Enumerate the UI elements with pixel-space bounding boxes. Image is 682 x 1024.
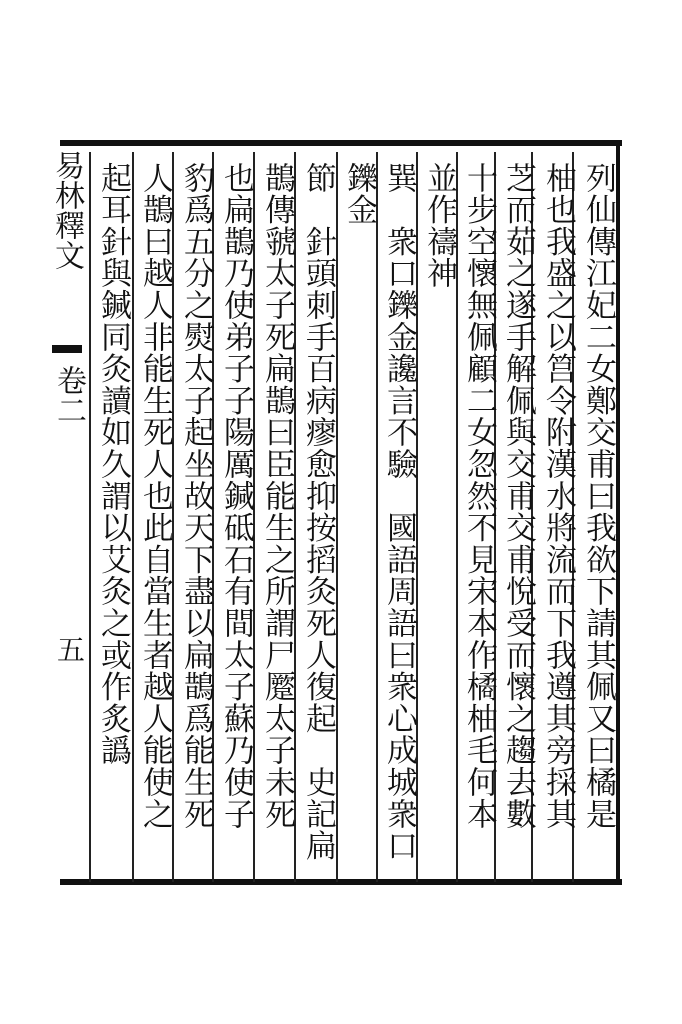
text-column-7: 鑠金	[341, 162, 377, 226]
text-column-9: 鵲傳虢太子死扁鵲曰臣能生之所謂尸蹷太子未死	[259, 162, 295, 830]
column-divider	[89, 152, 91, 882]
text-column-13: 起耳針與鍼同灸讀如久謂以艾灸之或作炙譌	[95, 162, 131, 767]
text-column-4: 十步空懷無佩顧二女忽然不見宋本作橘柚毛何本	[461, 162, 497, 830]
volume-label: 卷二	[51, 365, 86, 425]
margin-title: 易林釋文	[49, 150, 84, 270]
text-column-6: 巽 衆口鑠金讒言不驗 國語周語曰衆心成城衆口	[381, 162, 417, 862]
text-column-12: 人鵲曰越人非能生死人也此自當生者越人能使之	[137, 162, 173, 830]
text-column-1: 列仙傳江妃二女鄭交甫曰我欲下請其佩又曰橘是	[580, 162, 616, 830]
text-column-8: 節 針頭刺手百病瘳愈抑按搯灸死人復起 史記扁	[300, 162, 336, 862]
bottom-border	[60, 879, 622, 885]
top-border	[60, 140, 622, 146]
fish-tail-mark	[52, 345, 82, 353]
text-column-10: 也扁鵲乃使弟子子陽厲鍼砥石有間太子蘇乃使子	[218, 162, 254, 830]
text-column-3: 芝而茹之遂手解佩與交甫交甫悅受而懷之趨去數	[500, 162, 536, 830]
page-number: 五	[53, 635, 86, 663]
text-column-11: 豹爲五分之熨太子起坐故天下盡以扁鵲爲能生死	[178, 162, 214, 830]
text-column-2: 柚也我盛之以筥令附漢水將流而下我遵其旁採其	[540, 162, 576, 830]
text-column-5: 並作禱神	[421, 162, 457, 290]
